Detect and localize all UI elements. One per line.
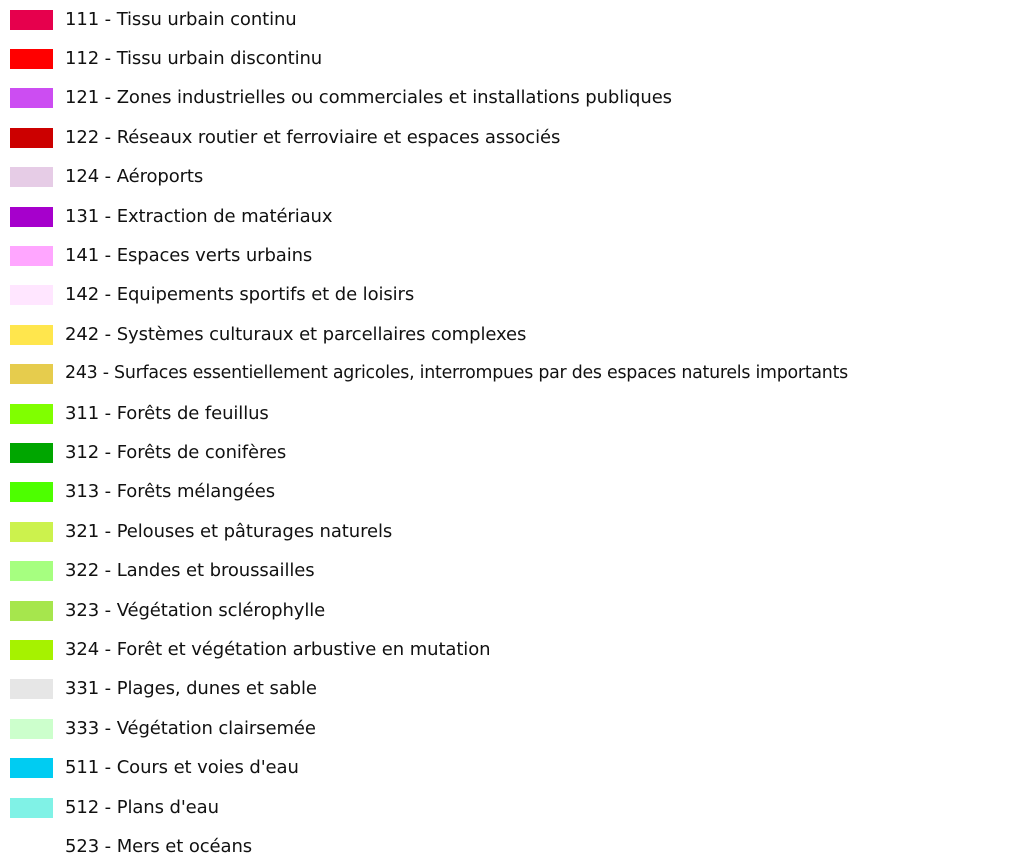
legend-item-511 [10,749,299,788]
legend-label: 142 - Equipements sportifs et de loisirs [65,284,415,306]
legend-label: 131 - Extraction de matériaux [65,205,333,227]
legend-swatch [10,640,53,660]
legend-label: 512 - Plans d'eau [65,796,219,818]
legend-swatch [10,837,53,857]
legend-label: 324 - Forêt et végétation arbustive en mutation [65,638,491,660]
legend-item-313 [10,473,275,512]
legend-swatch [10,561,53,581]
legend-swatch [10,88,53,108]
legend-swatch [10,207,53,227]
legend-swatch [10,719,53,739]
legend-swatch [10,128,53,148]
legend-swatch [10,10,53,30]
legend-swatch [10,758,53,778]
legend-item-331 [10,670,317,709]
legend-label: 323 - Végétation sclérophylle [65,599,326,621]
legend-item-124 [10,158,203,197]
legend-swatch [10,167,53,187]
legend-swatch [10,325,53,345]
legend-item-131 [10,197,332,236]
legend-item-323 [10,591,325,630]
legend-item-111 [10,0,297,39]
legend-item-333 [10,709,316,748]
legend-item-243 [10,355,848,394]
legend-item-512 [10,788,219,827]
legend-swatch [10,522,53,542]
legend-item-321 [10,512,392,551]
legend-item-142 [10,276,414,315]
legend-label: 313 - Forêts mélangées [65,481,276,503]
legend-item-523 [10,827,252,866]
legend-item-112 [10,39,322,78]
legend-label: 311 - Forêts de feuillus [65,402,269,424]
legend-swatch [10,404,53,424]
legend-label: 312 - Forêts de conifères [65,441,287,463]
legend-item-122 [10,118,560,157]
legend-label: 141 - Espaces verts urbains [65,244,313,266]
legend-label: 242 - Systèmes culturaux et parcellaires complexes [65,323,527,345]
legend-label: 523 - Mers et océans [65,835,253,857]
legend-label: 122 - Réseaux routier et ferroviaire et espaces associés [65,126,561,148]
legend-label: 331 - Plages, dunes et sable [65,678,317,700]
legend-swatch [10,601,53,621]
legend-item-322 [10,552,315,591]
legend-item-312 [10,433,286,472]
legend-label: 511 - Cours et voies d'eau [65,757,299,779]
legend-item-121 [10,79,672,118]
legend-item-311 [10,394,269,433]
legend-item-324 [10,630,490,669]
legend-swatch [10,246,53,266]
legend-label: 112 - Tissu urbain discontinu [65,47,323,69]
legend-swatch [10,679,53,699]
legend-item-242 [10,315,526,354]
legend-swatch [10,364,53,384]
legend-label: 124 - Aéroports [65,166,204,188]
legend-swatch [10,49,53,69]
legend-swatch [10,798,53,818]
legend-item-141 [10,236,312,275]
legend-label: 243 - Surfaces essentiellement agricoles, interrompues par des espaces naturels importants [65,363,848,384]
legend-swatch [10,482,53,502]
legend-label: 111 - Tissu urbain continu [65,8,297,30]
legend-swatch [10,285,53,305]
legend-label: 333 - Végétation clairsemée [65,717,316,739]
legend-swatch [10,443,53,463]
legend-label: 322 - Landes et broussailles [65,560,315,582]
legend-label: 121 - Zones industrielles ou commerciales et installations publiques [65,87,672,109]
legend-label: 321 - Pelouses et pâturages naturels [65,520,393,542]
